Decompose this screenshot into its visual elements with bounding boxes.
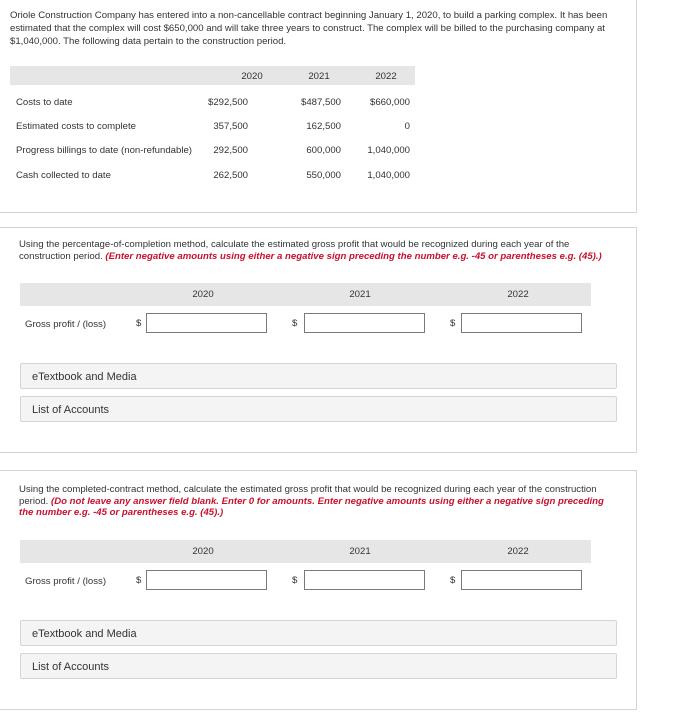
- gross-profit-2020-input[interactable]: [146, 313, 267, 333]
- question-instruction: (Do not leave any answer field blank. Enter 0 for amounts. Enter negative amounts using either a negative sign preceding the number e.g. -45 or parentheses e.g. (45).): [19, 495, 604, 518]
- answer-year: 2022: [507, 546, 529, 557]
- answer-year: 2021: [349, 546, 371, 557]
- cell-value: 262,500: [213, 170, 248, 181]
- problem-card: [0, 0, 637, 213]
- answer-table-header: [20, 540, 591, 563]
- row-label: Costs to date: [16, 97, 73, 108]
- currency-symbol: $: [450, 318, 456, 329]
- list-of-accounts-label: List of Accounts: [32, 404, 110, 416]
- etextbook-media-label: eTextbook and Media: [32, 628, 137, 640]
- currency-symbol: $: [136, 318, 142, 329]
- answer-table-header: [20, 283, 591, 306]
- cell-value: 550,000: [306, 170, 341, 181]
- currency-symbol: $: [450, 575, 456, 586]
- cell-value: 292,500: [213, 145, 248, 156]
- cell-value: 1,040,000: [367, 145, 410, 156]
- table-year: 2020: [241, 71, 263, 82]
- question-instruction: (Enter negative amounts using either a negative sign preceding the number e.g. -45 or parentheses e.g. (45).): [105, 250, 602, 262]
- answer-year: 2022: [507, 289, 529, 300]
- gross-profit-2022-input[interactable]: [461, 313, 582, 333]
- cell-value: $292,500: [207, 97, 248, 108]
- answer-year: 2020: [192, 546, 214, 557]
- question-prompt: Using the completed-contract method, calculate the estimated gross profit that would be recognized during each year of the construction period.: [19, 484, 597, 507]
- gross-profit-label: Gross profit / (loss): [25, 319, 107, 330]
- row-label: Progress billings to date (non-refundable): [16, 145, 192, 156]
- row-label: Estimated costs to complete: [16, 121, 136, 132]
- currency-symbol: $: [292, 318, 298, 329]
- list-of-accounts-label: List of Accounts: [32, 661, 110, 673]
- etextbook-media-button[interactable]: [20, 363, 617, 389]
- gross-profit-2020-input[interactable]: [146, 570, 267, 590]
- table-year: 2021: [308, 71, 330, 82]
- table-header: [10, 66, 415, 85]
- gross-profit-2021-input[interactable]: [304, 570, 425, 590]
- row-label: Cash collected to date: [16, 170, 111, 181]
- list-of-accounts-button[interactable]: [20, 653, 617, 679]
- question-prompt: Using the percentage-of-completion method, calculate the estimated gross profit that would be recognized during each year of the construction period.: [19, 239, 570, 262]
- list-of-accounts-button[interactable]: [20, 396, 617, 422]
- question-text: [19, 484, 619, 519]
- completed-contract-card: [0, 470, 637, 710]
- etextbook-media-label: eTextbook and Media: [32, 371, 137, 383]
- cell-value: $660,000: [369, 97, 410, 108]
- cell-value: 600,000: [306, 145, 341, 156]
- table-year: 2022: [375, 71, 397, 82]
- cell-value: 357,500: [213, 121, 248, 132]
- question-text: [19, 239, 619, 262]
- etextbook-media-button[interactable]: [20, 620, 617, 646]
- cell-value: 1,040,000: [367, 170, 410, 181]
- problem-intro: Oriole Construction Company has entered into a non-cancellable contract beginning January 1, 2020, to build a parking complex. It has been estimated that the complex will cost $650,000 and will take three years to construct. The complex will be billed to the purchasing company at $1,040,000. The following data pertain to the construction period.: [10, 10, 608, 47]
- percentage-completion-card: [0, 227, 637, 453]
- answer-year: 2020: [192, 289, 214, 300]
- answer-year: 2021: [349, 289, 371, 300]
- currency-symbol: $: [136, 575, 142, 586]
- gross-profit-label: Gross profit / (loss): [25, 576, 107, 587]
- currency-symbol: $: [292, 575, 298, 586]
- gross-profit-2022-input[interactable]: [461, 570, 582, 590]
- cell-value: 162,500: [306, 121, 341, 132]
- cell-value: $487,500: [300, 97, 341, 108]
- cell-value: 0: [404, 121, 410, 132]
- gross-profit-2021-input[interactable]: [304, 313, 425, 333]
